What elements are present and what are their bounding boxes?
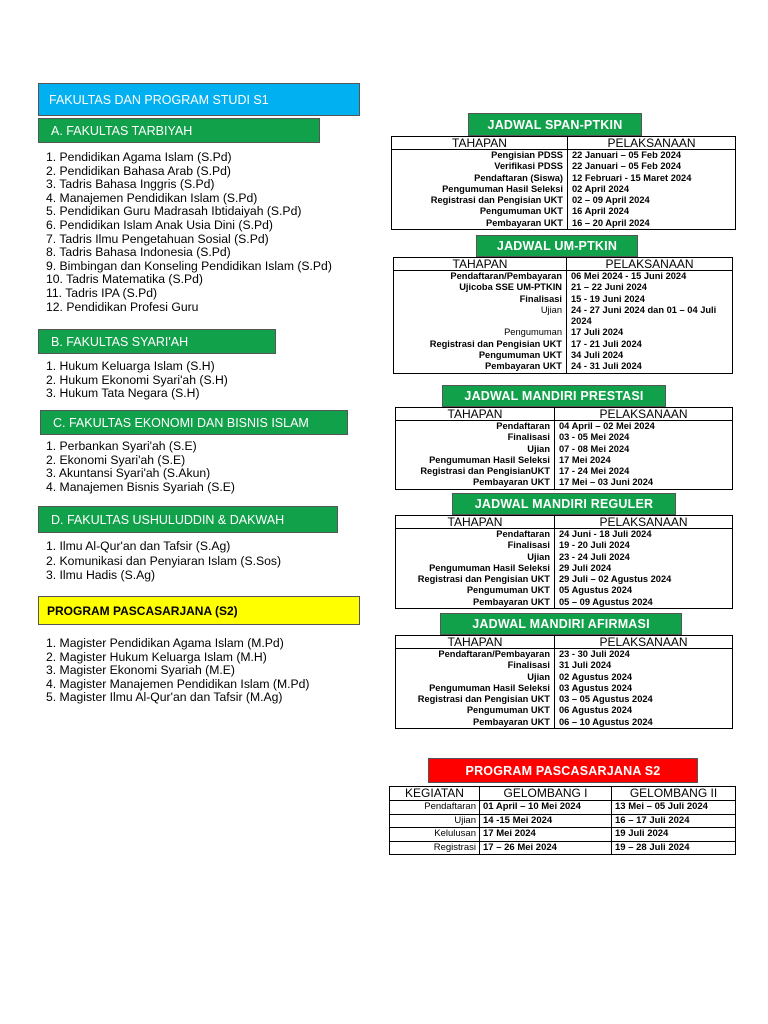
section-d-title: D. FAKULTAS USHULUDDIN & DAKWAH xyxy=(51,512,285,527)
column-header: KEGIATAN xyxy=(390,787,480,801)
stage-cell: Pengumuman xyxy=(394,327,567,338)
span-ptkin-table xyxy=(391,136,736,230)
table-row xyxy=(396,585,733,596)
table-row xyxy=(396,683,733,694)
list-item: 3. Tadris Bahasa Inggris (S.Pd) xyxy=(46,177,215,192)
list-item: 9. Bimbingan dan Konseling Pendidikan Islam (S.Pd) xyxy=(46,258,332,273)
column-header: PELAKSANAAN xyxy=(568,137,736,150)
table-row xyxy=(396,717,733,729)
date-cell: 03 – 05 Agustus 2024 xyxy=(555,694,733,705)
stage-cell: Pendaftaran/Pembayaran xyxy=(396,649,555,661)
table-row xyxy=(394,282,733,293)
stage-cell: Pembayaran UKT xyxy=(392,218,568,230)
stage-cell: Registrasi dan Pengisian UKT xyxy=(394,339,567,350)
date-cell: 07 - 08 Mei 2024 xyxy=(555,444,733,455)
date-cell: 05 – 09 Agustus 2024 xyxy=(555,597,733,609)
mandiri-prestasi-header xyxy=(442,385,666,407)
pascasarjana-list xyxy=(46,637,310,705)
pascasarjana-title: PROGRAM PASCASARJANA (S2) xyxy=(47,603,238,618)
date-cell: 24 - 31 Juli 2024 xyxy=(567,361,733,373)
list-item: 3. Magister Ekonomi Syariah (M.E) xyxy=(46,663,235,678)
date-cell: 17 – 26 Mei 2024 xyxy=(480,841,612,855)
table-row xyxy=(392,195,736,206)
date-cell: 22 Januari – 05 Feb 2024 xyxy=(568,150,736,162)
list-item: 2. Pendidikan Bahasa Arab (S.Pd) xyxy=(46,163,231,178)
pascasarjana-s2-table xyxy=(389,786,736,855)
section-a-list xyxy=(46,151,332,314)
stage-cell: Pendaftaran (Siswa) xyxy=(392,173,568,184)
stage-cell: Ujian xyxy=(396,672,555,683)
stage-cell: Pembayaran UKT xyxy=(394,361,567,373)
stage-cell: Registrasi dan Pengisian UKT xyxy=(396,574,555,585)
pascasarjana-s2-header xyxy=(428,758,698,783)
table-row xyxy=(394,339,733,350)
stage-cell: Finalisasi xyxy=(396,432,555,443)
date-cell: 19 - 20 Juli 2024 xyxy=(555,540,733,551)
section-d-header xyxy=(38,506,338,533)
section-a-title: A. FAKULTAS TARBIYAH xyxy=(51,123,193,138)
list-item: 1. Magister Pendidikan Agama Islam (M.Pd) xyxy=(46,636,284,650)
um-ptkin-title: JADWAL UM-PTKIN xyxy=(496,239,618,253)
stage-cell: Pendaftaran xyxy=(396,529,555,541)
table-row xyxy=(396,694,733,705)
date-cell: 22 Januari – 05 Feb 2024 xyxy=(568,161,736,172)
stage-cell: Ujicoba SSE UM-PTKIN xyxy=(394,282,567,293)
date-cell: 06 Mei 2024 - 15 Juni 2024 xyxy=(567,271,733,283)
date-cell: 16 April 2024 xyxy=(568,206,736,217)
activity-cell: Pendaftaran xyxy=(390,801,480,815)
date-cell: 17 - 24 Mei 2024 xyxy=(555,466,733,477)
table-row xyxy=(396,672,733,683)
date-cell: 17 Juli 2024 xyxy=(567,327,733,338)
column-header: PELAKSANAAN xyxy=(555,408,733,421)
column-header: TAHAPAN xyxy=(392,137,568,150)
date-cell: 16 – 20 April 2024 xyxy=(568,218,736,230)
date-cell: 15 - 19 Juni 2024 xyxy=(567,294,733,305)
date-cell: 01 April – 10 Mei 2024 xyxy=(480,801,612,815)
list-item: 1. Ilmu Al-Qur'an dan Tafsir (S.Ag) xyxy=(46,539,231,553)
pascasarjana-header xyxy=(38,596,360,625)
stage-cell: Finalisasi xyxy=(394,294,567,305)
activity-cell: Ujian xyxy=(390,814,480,828)
section-b-header xyxy=(38,329,276,354)
table-row xyxy=(396,421,733,433)
stage-cell: Pengumuman Hasil Seleksi xyxy=(396,683,555,694)
table-row xyxy=(394,305,733,328)
stage-cell: Pendaftaran/Pembayaran xyxy=(394,271,567,283)
column-header: TAHAPAN xyxy=(394,258,567,271)
um-ptkin-table xyxy=(393,257,733,374)
table-row xyxy=(394,294,733,305)
activity-cell: Registrasi xyxy=(390,841,480,855)
table-row xyxy=(394,327,733,338)
list-item: 1. Pendidikan Agama Islam (S.Pd) xyxy=(46,150,232,164)
date-cell: 17 - 21 Juli 2024 xyxy=(567,339,733,350)
list-item: 2. Hukum Ekonomi Syari'ah (S.H) xyxy=(46,372,228,387)
stage-cell: Verifikasi PDSS xyxy=(392,161,568,172)
table-row xyxy=(394,361,733,373)
mandiri-afirmasi-title: JADWAL MANDIRI AFIRMASI xyxy=(472,617,650,631)
stage-cell: Registrasi dan Pengisian UKT xyxy=(392,195,568,206)
table-row xyxy=(392,206,736,217)
stage-cell: Pengumuman Hasil Seleksi xyxy=(392,184,568,195)
list-item: 7. Tadris Ilmu Pengetahuan Sosial (S.Pd) xyxy=(46,231,269,246)
date-cell: 24 Juni - 18 Juli 2024 xyxy=(555,529,733,541)
date-cell: 29 Juli 2024 xyxy=(555,563,733,574)
date-cell: 19 Juli 2024 xyxy=(612,828,736,842)
stage-cell: Pengumuman UKT xyxy=(396,585,555,596)
stage-cell: Pembayaran UKT xyxy=(396,477,555,489)
stage-cell: Ujian xyxy=(396,552,555,563)
column-header: TAHAPAN xyxy=(396,516,555,529)
stage-cell: Pengisian PDSS xyxy=(392,150,568,162)
activity-cell: Kelulusan xyxy=(390,828,480,842)
date-cell: 19 – 28 Juli 2024 xyxy=(612,841,736,855)
date-cell: 13 Mei – 05 Juli 2024 xyxy=(612,801,736,815)
table-row xyxy=(396,597,733,609)
span-ptkin-title: JADWAL SPAN-PTKIN xyxy=(487,117,623,132)
list-item: 1. Hukum Keluarga Islam (S.H) xyxy=(46,359,215,373)
mandiri-reguler-title: JADWAL MANDIRI REGULER xyxy=(474,497,654,511)
table-row xyxy=(392,161,736,172)
date-cell: 31 Juli 2024 xyxy=(555,660,733,671)
table-row xyxy=(396,649,733,661)
stage-cell: Registrasi dan Pengisian UKT xyxy=(396,694,555,705)
table-row xyxy=(396,574,733,585)
date-cell: 06 Agustus 2024 xyxy=(555,705,733,716)
program-s1-header xyxy=(38,83,360,116)
stage-cell: Ujian xyxy=(394,305,567,328)
program-s1-header-text: FAKULTAS DAN PROGRAM STUDI S1 xyxy=(49,92,269,107)
section-c-header xyxy=(40,410,348,435)
table-row xyxy=(396,444,733,455)
list-item: 8. Tadris Bahasa Indonesia (S.Pd) xyxy=(46,245,231,260)
stage-cell: Pengumuman UKT xyxy=(394,350,567,361)
stage-cell: Registrasi dan PengisianUKT xyxy=(396,466,555,477)
column-header: PELAKSANAAN xyxy=(555,636,733,649)
table-row xyxy=(394,350,733,361)
date-cell: 24 - 27 Juni 2024 dan 01 – 04 Juli 2024 xyxy=(567,305,733,328)
date-cell: 12 Februari - 15 Maret 2024 xyxy=(568,173,736,184)
table-row xyxy=(396,540,733,551)
list-item: 5. Pendidikan Guru Madrasah Ibtidaiyah (S.Pd) xyxy=(46,204,302,219)
date-cell: 17 Mei 2024 xyxy=(480,828,612,842)
stage-cell: Pengumuman UKT xyxy=(392,206,568,217)
date-cell: 02 – 09 April 2024 xyxy=(568,195,736,206)
table-row xyxy=(396,552,733,563)
table-row xyxy=(396,455,733,466)
table-row xyxy=(392,150,736,162)
date-cell: 21 – 22 Juni 2024 xyxy=(567,282,733,293)
section-b-list xyxy=(46,360,228,401)
list-item: 11. Tadris IPA (S.Pd) xyxy=(46,285,158,300)
column-header: PELAKSANAAN xyxy=(555,516,733,529)
stage-cell: Pembayaran UKT xyxy=(396,597,555,609)
table-row xyxy=(390,841,736,855)
table-row xyxy=(390,814,736,828)
stage-cell: Pembayaran UKT xyxy=(396,717,555,729)
mandiri-reguler-header xyxy=(452,493,676,515)
list-item: 4. Magister Manajemen Pendidikan Islam (M.Pd) xyxy=(46,676,310,691)
um-ptkin-header xyxy=(476,235,638,257)
table-row xyxy=(396,529,733,541)
list-item: 2. Ekonomi Syari'ah (S.E) xyxy=(46,452,186,467)
table-row xyxy=(390,801,736,815)
table-row xyxy=(396,563,733,574)
date-cell: 23 - 24 Juli 2024 xyxy=(555,552,733,563)
stage-cell: Finalisasi xyxy=(396,540,555,551)
table-row xyxy=(392,218,736,230)
table-row xyxy=(396,660,733,671)
list-item: 3. Ilmu Hadis (S.Ag) xyxy=(46,568,156,582)
date-cell: 17 Mei 2024 xyxy=(555,455,733,466)
stage-cell: Pendaftaran xyxy=(396,421,555,433)
column-header: TAHAPAN xyxy=(396,636,555,649)
date-cell: 06 – 10 Agustus 2024 xyxy=(555,717,733,729)
pascasarjana-s2-title: PROGRAM PASCASARJANA S2 xyxy=(465,763,661,778)
table-row xyxy=(390,828,736,842)
span-ptkin-header xyxy=(468,113,642,136)
list-item: 1. Perbankan Syari'ah (S.E) xyxy=(46,439,197,453)
list-item: 10. Tadris Matematika (S.Pd) xyxy=(46,272,203,287)
date-cell: 03 - 05 Mei 2024 xyxy=(555,432,733,443)
stage-cell: Finalisasi xyxy=(396,660,555,671)
stage-cell: Pengumuman Hasil Seleksi xyxy=(396,455,555,466)
section-a-header xyxy=(38,118,320,143)
stage-cell: Ujian xyxy=(396,444,555,455)
column-header: GELOMBANG II xyxy=(612,787,736,801)
date-cell: 14 -15 Mei 2024 xyxy=(480,814,612,828)
mandiri-prestasi-title: JADWAL MANDIRI PRESTASI xyxy=(464,389,644,403)
list-item: 3. Hukum Tata Negara (S.H) xyxy=(46,386,200,401)
mandiri-prestasi-table xyxy=(395,407,733,490)
table-row xyxy=(392,173,736,184)
stage-cell: Pengumuman Hasil Seleksi xyxy=(396,563,555,574)
date-cell: 02 April 2024 xyxy=(568,184,736,195)
table-row xyxy=(396,477,733,489)
table-row xyxy=(396,705,733,716)
table-row xyxy=(394,271,733,283)
section-c-list xyxy=(46,440,235,494)
date-cell: 17 Mei – 03 Juni 2024 xyxy=(555,477,733,489)
mandiri-reguler-table xyxy=(395,515,733,609)
list-item: 4. Manajemen Pendidikan Islam (S.Pd) xyxy=(46,190,258,205)
list-item: 4. Manajemen Bisnis Syariah (S.E) xyxy=(46,479,235,494)
list-item: 12. Pendidikan Profesi Guru xyxy=(46,299,199,314)
date-cell: 29 Juli – 02 Agustus 2024 xyxy=(555,574,733,585)
section-c-title: C. FAKULTAS EKONOMI DAN BISNIS ISLAM xyxy=(53,415,309,430)
column-header: TAHAPAN xyxy=(396,408,555,421)
table-row xyxy=(396,432,733,443)
column-header: GELOMBANG I xyxy=(480,787,612,801)
list-item: 5. Magister Ilmu Al-Qur'an dan Tafsir (M.Ag) xyxy=(46,690,283,705)
table-row xyxy=(396,466,733,477)
list-item: 2. Magister Hukum Keluarga Islam (M.H) xyxy=(46,649,267,664)
section-d-list xyxy=(46,539,281,583)
mandiri-afirmasi-table xyxy=(395,635,733,729)
date-cell: 23 - 30 Juli 2024 xyxy=(555,649,733,661)
column-header: PELAKSANAAN xyxy=(567,258,733,271)
date-cell: 34 Juli 2024 xyxy=(567,350,733,361)
table-row xyxy=(392,184,736,195)
list-item: 6. Pendidikan Islam Anak Usia Dini (S.Pd) xyxy=(46,217,273,232)
mandiri-afirmasi-header xyxy=(440,613,682,635)
date-cell: 05 Agustus 2024 xyxy=(555,585,733,596)
list-item: 2. Komunikasi dan Penyiaran Islam (S.Sos) xyxy=(46,553,282,568)
list-item: 3. Akuntansi Syari'ah (S.Akun) xyxy=(46,466,211,481)
date-cell: 16 – 17 Juli 2024 xyxy=(612,814,736,828)
stage-cell: Pengumuman UKT xyxy=(396,705,555,716)
date-cell: 03 Agustus 2024 xyxy=(555,683,733,694)
section-b-title: B. FAKULTAS SYARI'AH xyxy=(51,334,189,349)
date-cell: 04 April – 02 Mei 2024 xyxy=(555,421,733,433)
date-cell: 02 Agustus 2024 xyxy=(555,672,733,683)
